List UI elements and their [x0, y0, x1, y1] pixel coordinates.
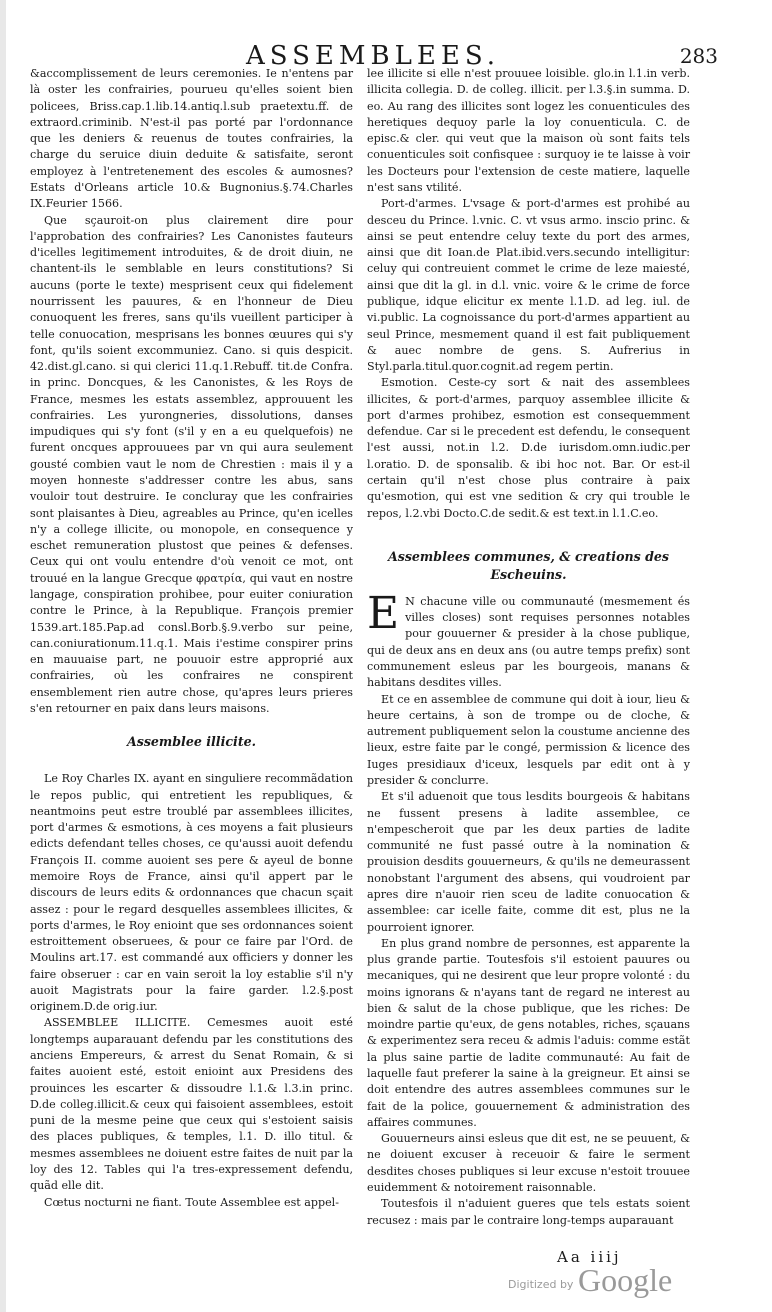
running-title: ASSEMBLEES. [245, 41, 501, 71]
left-paragraph-4: ASSEMBLEE ILLICITE. Cemesmes auoit esté longtemps auparauant defendu par les constitutions des anciens Empereurs, & arrest du Senat Romain, & si faites auoient esté, estoit enioint aux Presidens des prouinces les escarter & dissoudre l.1.& l.3.in princ. D.de colleg.illicit.& ceux qui faisoient assemblees, estoit puni de la mesme peine que ceux qui s'estoient saisis des places publiques, & temples, l.1. D. illo titul. & mesmes assemblees ne doiuent estre faites de nuit par la loy des 12. Tables qui l'a tres-expressement defendu, quãd elle dit. [30, 1016, 353, 1193]
right-paragraph-dropcap [367, 587, 690, 692]
signature-mark: Aa iiij [557, 1248, 622, 1266]
section-heading-assemblee-illicite: Assemblee illicite. [126, 734, 257, 750]
section-heading-assemblees-communes: Assemblees communes, & creations des Escheuins. [387, 548, 670, 582]
digitized-watermark [508, 1264, 708, 1300]
drop-cap-letter: E [367, 587, 400, 639]
dropcap-paragraph-text: N chacune ville ou communauté (mesmement és villes closes) sont requises personnes notables pour gouuerner & presider à la chose publique, qui de deux ans en deux ans (ou autre temps prefix) sont communement esleus par les bourgeois, manans & habitans desdites villes. [367, 594, 690, 690]
google-logo: Google [578, 1262, 673, 1298]
right-paragraph-4: En plus grand nombre de personnes, est apparente la plus grande partie. Toutesfois s'il estoient pauures ou mecaniques, qui ne desirent que leur propre volonté : du moins ignorans & n'ayans tant de regard ne interest au bien & salut de la chose publique, que les riches: De moindre partie qu'eux, de gens notables, riches, sçauans & experimentez sera receu & admis l'aduis: comme estãt la plus saine partie de ladite communauté: Au fait de laquelle faut preferer la saine à la greigneur. Et ainsi se doit entendre des autres assemblees communes sur le fait de la police, gouuernement & administration des affaires communes. [367, 936, 690, 1129]
left-paragraph-1: &accomplissement de leurs ceremonies. Ie n'entens par là oster les confrairies, pourueu qu'elles soient bien policees, Briss.cap.1.lib.14.antiq.l.sub praetextu.ff. de extraord.criminib. N'est-il pas porté par l'ordonnance que les deniers & reuenus de toutes confrairies, la charge du seruice diuin deduite & satisfaite, seront employez à l'entretenement des escoles & aumosnes? Estats d'Orleans article 10.& Bugnonius.§.74.Charles IX.Feurier 1566. [30, 67, 353, 211]
right-paragraph-5: Gouuerneurs ainsi esleus que dit est, ne se peuuent, & ne doiuent excuser à receuoir & faire le serment desdites choses publiques si leur excuse n'estoit trouuee euidemment & notoirement raisonnable. [367, 1132, 690, 1194]
left-paragraph-3: Le Roy Charles IX. ayant en singuliere recommãdation le repos public, qui entretient les republiques, & neantmoins peut estre troublé par assemblees illicites, port d'armes & esmotions, à ces moyens a fait plusieurs edicts defendant telles choses, ce qu'aussi auoit defendu François II. comme auoient ses pere & ayeul de bonne memoire Roys de France, ainsi qu'il appert par le discours de leurs edits & ordonnances que chacun sçait assez : pour le regard desquelles assemblees illicites, & ports d'armes, le Roy enioint que ses ordonnances soient estroittement obseruees, & pour ce faire par l'Ord. de Moulins art.17. est commandé aux officiers y donner les faire obseruer : car en vain seroit la loy establie s'il n'y auoit Magistrats pour la faire garder. l.2.§.post originem.D.de orig.iur. [30, 772, 353, 1014]
right-paragraph-3: Et s'il aduenoit que tous lesdits bourgeois & habitans ne fussent presens à ladite assemblee, ce n'empescheroit que par les deux parties de ladite communité ne fust passé outre à la nomination & prouision desdits gouuerneurs, & qu'ils ne demeurassent nonobstant l'argument des absens, qui voudroient par apres dire n'auoir rien sceu de ladite conuocation & assemblee: car icelle faite, comme dit est, plus ne la pourroient ignorer. [367, 790, 690, 934]
left-paragraph-5: Cœtus nocturni ne fiant. Toute Assemblee est appel- [44, 1195, 339, 1209]
right-column [367, 66, 690, 1229]
right-paragraph-2: Et ce en assemblee de commune qui doit à iour, lieu & heure certains, à son de trompe ou de cloche, & autrement publiquement selon la coustume ancienne des lieux, estre faite par le congé, permission & licence des Iuges presidiaux d'iceux, lesquels par edit ont à y presider & conclurre. [367, 692, 690, 787]
right-paragraph-port-darmes: Port-d'armes. L'vsage & port-d'armes est prohibé au desceu du Prince. l.vnic. C. vt vsus armo. inscio princ. & ainsi se peut entendre celuy texte du port des armes, ainsi que dit Ioan.de Plat.ibid.vers.secundo intelligitur: celuy qui contreuient commet le crime de leze maiesté, ainsi que dit la gl. in d.l. vnic. voire & le crime de force publique, idque elicitur ex mente l.1.D. ad leg. iul. de vi.public. La cognoissance du port-d'armes appartient au seul Prince, mesmement quand il est fait publiquement & auec nombre de gens. S. Aufrerius in Styl.parla.titul.quor.cognit.ad regem pertin. [367, 197, 690, 374]
page-edge [0, 0, 6, 1312]
right-paragraph-1: lee illicite si elle n'est prouuee loisible. glo.in l.1.in verb. illicita collegia. D. de colleg. illicit. per l.3.§.in summa. D. eo. Au rang des illicites sont logez les conuenticules des heretiques dequoy parle la loy conuenticula. C. de episc.& cler. qui veut que la maison où sont faits tels conuenticules soit confisquee : surquoy ie te laisse à voir les Docteurs pour l'extension de ceste matiere, laquelle n'est sans vtilité. [367, 67, 690, 194]
right-paragraph-6: Toutesfois il n'aduient gueres que tels estats soient recusez : mais par le contraire long-temps auparauant [367, 1197, 690, 1227]
left-paragraph-2: Que sçauroit-on plus clairement dire pour l'approbation des confrairies? Les Canonistes fauteurs d'icelles legitimement introduites, & de droit diuin, ne chantent-ils le semblable en leurs constitutions? Si aucuns (porte le texte) mesprisent ceux qui fidelement nourrissent les pauures, & en l'honneur de Dieu conuoquent les freres, sans qu'ils vueillent participer à telle conuocation, mesprisans les bonnes œuures qui s'y font, qu'ils soient excommuniez. Cano. si quis despicit. 42.dist.gl.cano. si qui clerici 11.q.1.Rebuff. tit.de Confra. in princ. Doncques, & les Canonistes, & les Roys de France, mesmes les estats assemblez, approuuent les confrairies. Les yurongneries, dissolutions, danses impudiques qui s'y font (s'il y en a eu quelquefois) ne furent oncques approuuees par vn qui aura seulement gousté combien vaut le nom de Chrestien : mais il y a moyen honneste s'addresser contre les abus, sans vouloir tout destruire. Ie concluray que les confrairies sont plaisantes à Dieu, agreables au Prince, qu'en icelles n'y a college illicite, ou monopole, en consequence y eschet remuneration plustost que peines & defenses. Ceux qui ont voulu entendre d'où venoit ce mot, ont trouué en la langue Grecque φρατρία, qui vaut en nostre langage, conspiration prohibee, pour euiter coniuration contre le Prince, à la Republique. François premier 1539.art.185.Pap.ad consl.Borb.§.9.verbo sur peine, can.coniurationum.11.q.1. Mais i'estime conspirer prins en mauuaise part, ne pouuoir estre approprié aux confrairies, où les confraires ne conspirent ensemblement rien autre chose, qu'apres leurs prieres s'en retourner en paix dans leurs maisons. [30, 213, 353, 715]
page-number: 283 [679, 44, 718, 68]
watermark-prefix: Digitized by [508, 1278, 574, 1291]
right-paragraph-esmotion: Esmotion. Ceste-cy sort & nait des assemblees illicites, & port-d'armes, parquoy assemblee illicite & port d'armes prohibez, esmotion est consequemment defendue. Car si le precedent est defendu, le consequent l'est aussi, not.in l.2. D.de iurisdom.omn.iudic.per l.oratio. D. de sponsalib. & ibi hoc not. Bar. Or est-il certain qu'il n'est chose plus contraire à paix qu'esmotion, qui est vne sedition & cry qui trouble le repos, l.2.vbi Docto.C.de sedit.& est text.in l.1.C.eo. [367, 376, 690, 520]
left-column [30, 66, 353, 1211]
